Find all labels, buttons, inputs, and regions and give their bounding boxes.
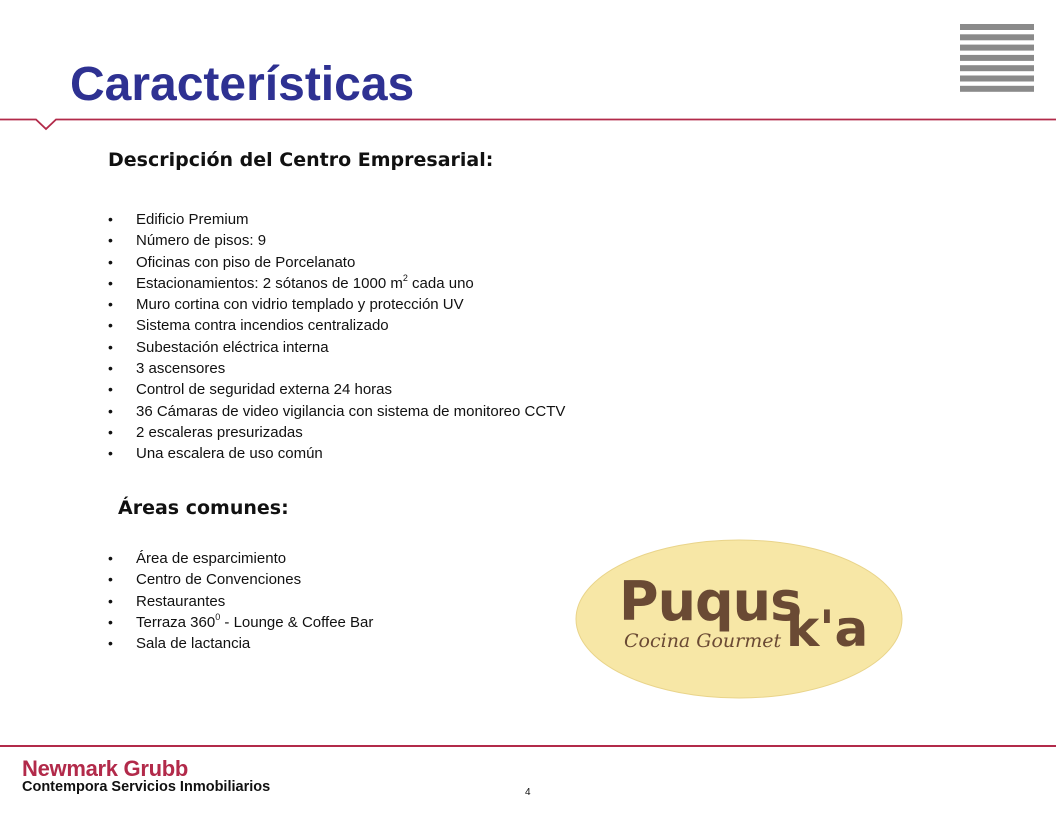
list-item (108, 315, 565, 336)
list-item (108, 252, 565, 273)
footer-divider (0, 745, 1056, 747)
page-title: Características (70, 58, 415, 111)
restaurant-logo (574, 538, 904, 700)
list-item (108, 633, 373, 654)
list-item-text: Centro de Convenciones (136, 571, 302, 589)
restaurant-tagline: Cocina Gourmet (624, 630, 782, 652)
list-item-text: Número de pisos: 9 (136, 232, 267, 250)
header-divider (0, 118, 1056, 138)
list-item (108, 612, 373, 633)
list-item-text: Sala de lactancia (136, 635, 251, 653)
footer-brand-subtitle: Contempora Servicios Inmobiliarios (22, 779, 271, 795)
list-item (108, 443, 565, 464)
list-item (108, 273, 565, 294)
list-item (108, 230, 565, 251)
list-item (108, 337, 565, 358)
list-item-text: Terraza 360 (136, 613, 216, 631)
list-item-suffix: cada uno (407, 274, 474, 292)
list-item (108, 209, 565, 230)
common-areas-heading: Áreas comunes: (118, 497, 289, 519)
footer-brand-name: Newmark Grubb (22, 756, 189, 781)
list-item-text: Restaurantes (136, 592, 226, 610)
description-heading: Descripción del Centro Empresarial: (108, 149, 494, 171)
list-item-text: Edificio Premium (136, 211, 249, 228)
list-item-text: Estacionamientos: 2 sótanos de 1000 m (136, 274, 403, 292)
list-item (108, 422, 565, 443)
n-logo-icon (960, 22, 1034, 96)
restaurant-name-part1: Puqus (619, 570, 802, 633)
list-item (108, 358, 565, 379)
list-item-suffix: - Lounge & Coffee Bar (220, 613, 374, 631)
list-item (108, 294, 565, 315)
common-areas-list (108, 548, 373, 654)
list-item-text: Oficinas con piso de Porcelanato (136, 253, 356, 271)
page-number: 4 (525, 787, 531, 798)
list-item (108, 379, 565, 400)
restaurant-name-part2: k'a (786, 600, 869, 658)
superscript: 2 (402, 272, 408, 283)
list-item (108, 569, 373, 590)
list-item (108, 548, 373, 569)
list-item (108, 591, 373, 612)
list-item-text: Subestación eléctrica interna (136, 338, 329, 356)
list-item-text: 36 Cámaras de video vigilancia con sistema de monitoreo CCTV (136, 402, 566, 420)
description-list (108, 209, 565, 465)
list-item-text: 2 escaleras presurizadas (136, 423, 303, 441)
list-item-text: Control de seguridad externa 24 horas (136, 381, 392, 399)
superscript: 0 (215, 611, 221, 622)
list-item-text: 3 ascensores (136, 360, 226, 378)
list-item-text: Muro cortina con vidrio templado y protección UV (136, 296, 464, 314)
list-item (108, 401, 565, 422)
list-item-text: Sistema contra incendios centralizado (136, 317, 389, 335)
list-item-text: Una escalera de uso común (136, 445, 323, 463)
list-item-text: Área de esparcimiento (136, 550, 287, 567)
